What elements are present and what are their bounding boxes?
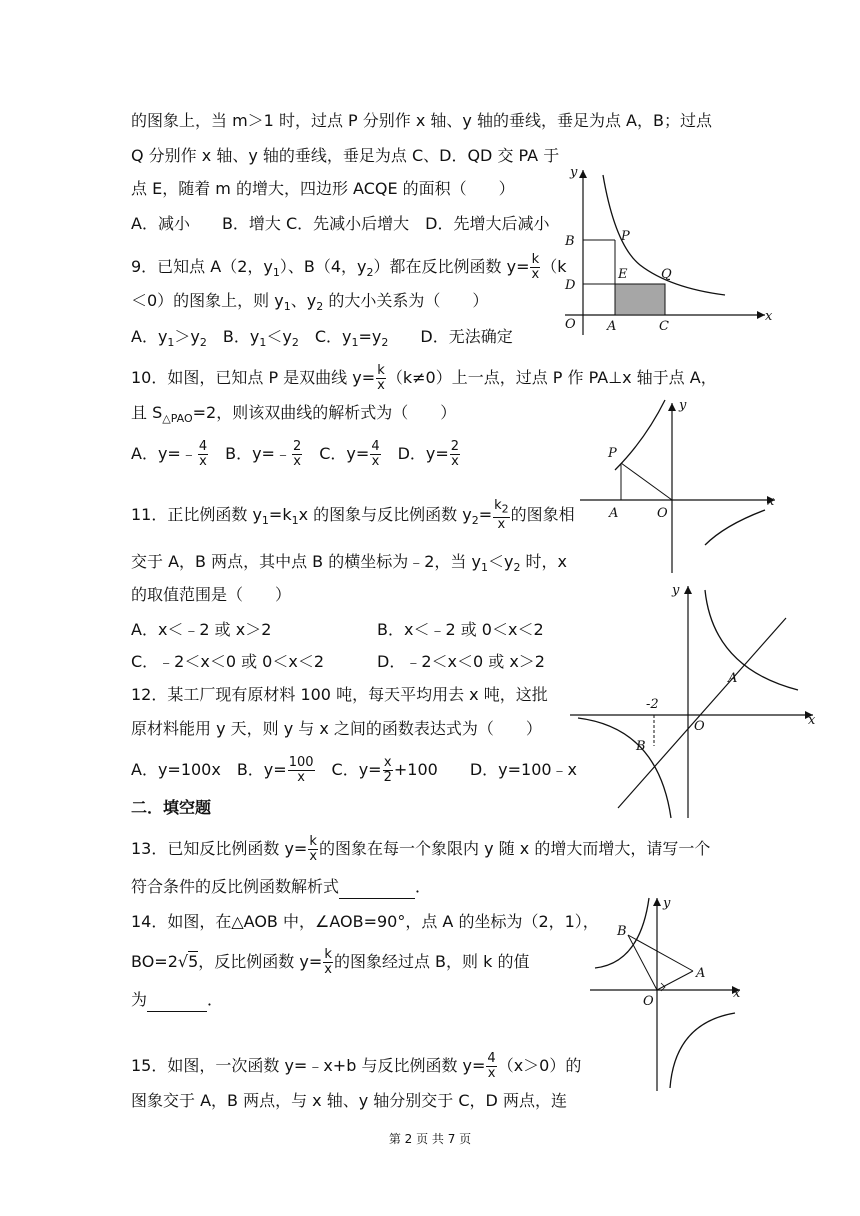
q10-options: A．y=﹣ $\frac{4}{x}$ B．y=﹣ $\frac{2}{x}$ C．y= $\frac{4}{x}$ D．y= $\frac{2}{x}$: [131, 439, 460, 469]
q13-line-2: 符合条件的反比例函数解析式 ．: [131, 876, 431, 899]
q15-fraction: $\frac{4}{x}$: [487, 1051, 496, 1081]
q8-fig-label-y: y: [570, 165, 578, 180]
q8-fig-label-x: x: [765, 309, 773, 324]
q13-fraction: $\frac{k}{x}$: [309, 834, 318, 864]
sqrt-sign-icon: √: [177, 952, 189, 971]
q8-fig-label-a: A: [607, 319, 617, 334]
q9-fraction: $\frac{k}{x}$: [531, 252, 540, 282]
q14-fig-label-x: x: [733, 986, 741, 1001]
q8-fig-label-d: D: [565, 278, 576, 293]
q14-line-1: 14．如图，在△AOB 中，∠AOB=90°，点 A 的坐标为（2，1），: [131, 912, 599, 931]
q10-line-1: 10．如图，已知点 P 是双曲线 y= $\frac{k}{x}$ （k≠0）上一点，过点 P 作 PA⊥x 轴于点 A，: [131, 363, 717, 393]
q8-fig-label-c: C: [659, 319, 669, 334]
q8-line-1: 的图象上，当 m＞1 时，过点 P 分别作 x 轴、y 轴的垂线，垂足为点 A，B；过点: [131, 111, 712, 130]
q14-fig-label-o: O: [643, 994, 654, 1009]
q10-fig-label-p: P: [608, 446, 617, 461]
q8-line-2: Q 分别作 x 轴、y 轴的垂线，垂足为点 C、D．QD 交 PA 于: [131, 146, 560, 165]
q14-line-2: BO=2√5，反比例函数 y= $\frac{k}{x}$ 的图象经过点 B，则 k 的值: [131, 947, 530, 977]
q10-fig-label-o: O: [657, 506, 668, 521]
q11-fig-label-y: y: [672, 583, 680, 598]
q13-line-1: 13．已知反比例函数 y= $\frac{k}{x}$ 的图象在每一个象限内 y 随 x 的增大而增大，请写一个: [131, 834, 711, 864]
q11-fig-label-x: x: [808, 713, 816, 728]
q11-line-3: 的取值范围是（ ）: [131, 585, 292, 604]
q12-line-1: 12．某工厂现有原材料 100 吨，每天平均用去 x 吨，这批: [131, 685, 548, 704]
q9-line-1: 9．已知点 A（2，$y_1$）、B（4，$y_2$）都在反比例函数 y= $\frac{k}{x}$ （k: [131, 252, 567, 282]
q8-fig-label-q: Q: [661, 267, 672, 282]
q8-fig-label-e: E: [618, 267, 628, 282]
q8-line-3: 点 E，随着 m 的增大，四边形 ACQE 的面积（ ）: [131, 179, 515, 198]
q14-answer-blank[interactable]: [147, 989, 207, 1012]
q10-fig-label-x: x: [767, 494, 775, 509]
q10-fig-label-y: y: [679, 398, 687, 413]
q11-option-d: D．﹣2＜x＜0 或 x＞2: [377, 652, 545, 671]
q15-line-1: 15．如图，一次函数 y=﹣x+b 与反比例函数 y= $\frac{4}{x}$ （x＞0）的: [131, 1051, 582, 1081]
q14-line-3: 为 ．: [131, 989, 223, 1012]
q9-options: A．$y_1>y_2$ B．$y_1<y_2$ C．$y_1=y_2$ D．无法确定: [131, 327, 513, 350]
q11-fig-label-o: O: [694, 719, 705, 734]
q11-option-c: C．﹣2＜x＜0 或 0＜x＜2: [131, 652, 325, 671]
q15-line-2: 图象交于 A，B 两点，与 x 轴、y 轴分别交于 C，D 两点，连: [131, 1091, 567, 1110]
section-heading-fill-in: 二．填空题: [131, 798, 212, 817]
q14-figure: [585, 893, 745, 1093]
q14-fig-label-y: y: [663, 896, 671, 911]
q10-fraction: $\frac{k}{x}$: [377, 363, 385, 393]
q8-fig-label-p: P: [621, 229, 630, 244]
q13-answer-blank[interactable]: [339, 876, 415, 899]
q10-figure: [575, 395, 780, 575]
q11-fig-label-b: B: [636, 739, 646, 754]
q14-fraction: $\frac{k}{x}$: [324, 947, 332, 977]
q8-options: A．减小 B．增大 C．先减小后增大 D．先增大后减小: [131, 214, 550, 233]
q11-figure: [568, 578, 818, 820]
q10-fig-label-a: A: [609, 506, 619, 521]
q9-line-2: ＜0）的图象上，则 $y_1$、$y_2$ 的大小关系为（ ）: [131, 291, 489, 314]
q11-option-b: B．x＜﹣2 或 0＜x＜2: [377, 620, 544, 639]
page-footer: 第 2 页 共 7 页: [388, 1132, 472, 1146]
q11-fig-label-a: A: [728, 671, 738, 686]
q12-options: A．y=100x B．y= $\frac{100}{x}$ C．y= $\frac{x}{2}$ +100 D．y=100﹣x: [131, 755, 578, 785]
q8-figure: [555, 160, 780, 340]
q14-fig-label-a: A: [696, 966, 706, 981]
q11-option-a: A．x＜﹣2 或 x＞2: [131, 620, 272, 639]
q11-fig-label-minus2: -2: [646, 697, 659, 712]
q12-line-2: 原材料能用 y 天，则 y 与 x 之间的函数表达式为（ ）: [131, 719, 542, 738]
q14-fig-label-b: B: [617, 924, 627, 939]
q11-line-1: 11．正比例函数 $y_1=k_1x$ 的图象与反比例函数 $y_2=$ $\frac{k_2}{x}$ 的图象相: [131, 498, 575, 532]
q8-fig-label-b: B: [565, 234, 575, 249]
q8-fig-label-o: O: [565, 317, 576, 332]
q10-line-2: 且 $S_{\triangle PAO}=2$，则该双曲线的解析式为（ ）: [131, 403, 457, 426]
q11-fraction: $\frac{k_2}{x}$: [494, 498, 509, 532]
q11-line-2: 交于 A，B 两点，其中点 B 的横坐标为﹣2，当 $y_1<y_2$ 时，x: [131, 552, 568, 575]
